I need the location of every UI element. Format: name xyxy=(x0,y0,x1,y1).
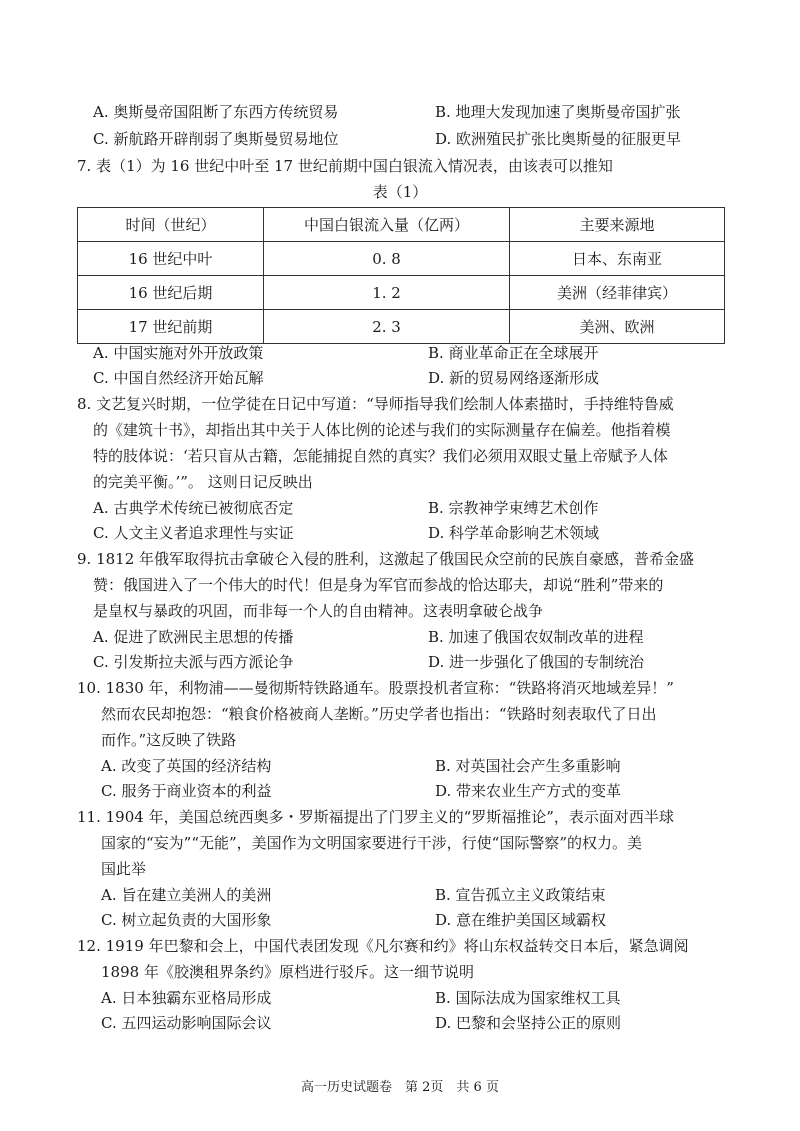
q11-option-b: B. 宣告孤立主义政策结束 xyxy=(435,886,606,904)
table-cell: 16 世纪中叶 xyxy=(78,242,264,276)
table-caption: 表（1） xyxy=(372,183,428,201)
q12-option-a: A. 日本独霸东亚格局形成 xyxy=(101,989,272,1007)
table-cell: 0. 8 xyxy=(264,242,510,276)
table-header-row xyxy=(78,208,725,242)
q6-option-b: B. 地理大发现加速了奥斯曼帝国扩张 xyxy=(435,103,681,121)
q8-stem-line: 的完美平衡。’”。 这则日记反映出 xyxy=(93,473,313,491)
table-cell: 1. 2 xyxy=(264,276,510,310)
q10-stem-line: 然而农民却抱怨：“粮食价格被商人垄断。”历史学者也指出：“铁路时刻表取代了日出 xyxy=(101,705,657,723)
table-row xyxy=(78,276,725,310)
q6-option-c: C. 新航路开辟削弱了奥斯曼贸易地位 xyxy=(93,130,339,148)
page-footer: 高一历史试题卷 第 2页 共 6 页 xyxy=(301,1080,499,1095)
table-header-time: 时间（世纪） xyxy=(78,208,264,242)
q6-option-a: A. 奥斯曼帝国阻断了东西方传统贸易 xyxy=(93,103,339,121)
q11-stem-line: 国此举 xyxy=(101,860,147,878)
q10-option-a: A. 改变了英国的经济结构 xyxy=(101,757,272,775)
q7-option-d: D. 新的贸易网络逐渐形成 xyxy=(428,369,600,387)
q10-stem-line: 10. 1830 年，利物浦——曼彻斯特铁路通车。股票投机者宣称：“铁路将消灭地域差异！” xyxy=(77,679,674,697)
q8-option-d: D. 科学革命影响艺术领域 xyxy=(428,524,600,542)
q7-option-a: A. 中国实施对外开放政策 xyxy=(93,344,264,362)
q12-stem-line: 12. 1919 年巴黎和会上，中国代表团发现《凡尔赛和约》将山东权益转交日本后，紧急调阅 xyxy=(77,937,689,955)
q11-stem-line: 11. 1904 年，美国总统西奥多・罗斯福提出了门罗主义的“罗斯福推论”，表示面对西半球 xyxy=(77,808,674,826)
q9-option-b: B. 加速了俄国农奴制改革的进程 xyxy=(428,628,644,646)
q10-option-c: C. 服务于商业资本的利益 xyxy=(101,782,272,800)
q12-option-c: C. 五四运动影响国际会议 xyxy=(101,1014,272,1032)
table-cell: 16 世纪后期 xyxy=(78,276,264,310)
q8-stem-line: 特的肢体说：‘若只盲从古籍，怎能捕捉自然的真实？我们必须用双眼丈量上帝赋予人体 xyxy=(93,447,668,465)
q9-stem-line: 9. 1812 年俄军取得抗击拿破仑入侵的胜利，这激起了俄国民众空前的民族自豪感，普希金盛 xyxy=(77,550,695,568)
q8-option-b: B. 宗教神学束缚艺术创作 xyxy=(428,499,599,517)
q10-stem-line: 而作。”这反映了铁路 xyxy=(101,731,237,749)
q11-stem-line: 国家的“妄为”“无能”，美国作为文明国家要进行干涉，行使“国际警察”的权力。美 xyxy=(101,834,643,852)
q8-option-c: C. 人文主义者追求理性与实证 xyxy=(93,524,294,542)
q8-stem-line: 的《建筑十书》，却指出其中关于人体比例的论述与我们的实际测量存在偏差。他指着模 xyxy=(93,421,671,439)
table-row xyxy=(78,242,725,276)
q9-option-c: C. 引发斯拉夫派与西方派论争 xyxy=(93,653,294,671)
q7-option-b: B. 商业革命正在全球展开 xyxy=(428,344,599,362)
q11-option-a: A. 旨在建立美洲人的美洲 xyxy=(101,886,272,904)
q6-option-d: D. 欧洲殖民扩张比奥斯曼的征服更早 xyxy=(435,130,682,148)
q7-option-c: C. 中国自然经济开始瓦解 xyxy=(93,369,264,387)
q10-option-b: B. 对英国社会产生多重影响 xyxy=(435,757,621,775)
q12-stem-line: 1898 年《胶澳租界条约》原档进行驳斥。这一细节说明 xyxy=(101,963,474,981)
table-row xyxy=(78,310,725,344)
q9-option-a: A. 促进了欧洲民主思想的传播 xyxy=(93,628,294,646)
q8-option-a: A. 古典学术传统已被彻底否定 xyxy=(93,499,294,517)
table-header-source: 主要来源地 xyxy=(510,208,725,242)
q10-option-d: D. 带来农业生产方式的变革 xyxy=(435,782,622,800)
table-cell: 2. 3 xyxy=(264,310,510,344)
table-header-amount: 中国白银流入量（亿两） xyxy=(264,208,510,242)
q9-stem-line: 赞：俄国进入了一个伟大的时代！但是身为军官而参战的恰达耶夫，却说“胜利”带来的 xyxy=(93,576,664,594)
table-cell: 美洲、欧洲 xyxy=(510,310,725,344)
table-cell: 日本、东南亚 xyxy=(510,242,725,276)
table-cell: 17 世纪前期 xyxy=(78,310,264,344)
q11-option-d: D. 意在维护美国区域霸权 xyxy=(435,911,607,929)
q9-option-d: D. 进一步强化了俄国的专制统治 xyxy=(428,653,645,671)
q12-option-d: D. 巴黎和会坚持公正的原则 xyxy=(435,1014,622,1032)
q8-stem-line: 8. 文艺复兴时期，一位学徒在日记中写道：“导师指导我们绘制人体素描时，手持维特鲁威 xyxy=(77,395,674,413)
q12-option-b: B. 国际法成为国家维权工具 xyxy=(435,989,621,1007)
silver-inflow-table xyxy=(77,207,725,344)
q9-stem-line: 是皇权与暴政的巩固，而非每一个人的自由精神。这表明拿破仑战争 xyxy=(93,602,544,620)
table-cell: 美洲（经菲律宾） xyxy=(510,276,725,310)
q11-option-c: C. 树立起负责的大国形象 xyxy=(101,911,272,929)
q7-stem: 7. 表（1）为 16 世纪中叶至 17 世纪前期中国白银流入情况表，由该表可以推知 xyxy=(77,157,613,175)
